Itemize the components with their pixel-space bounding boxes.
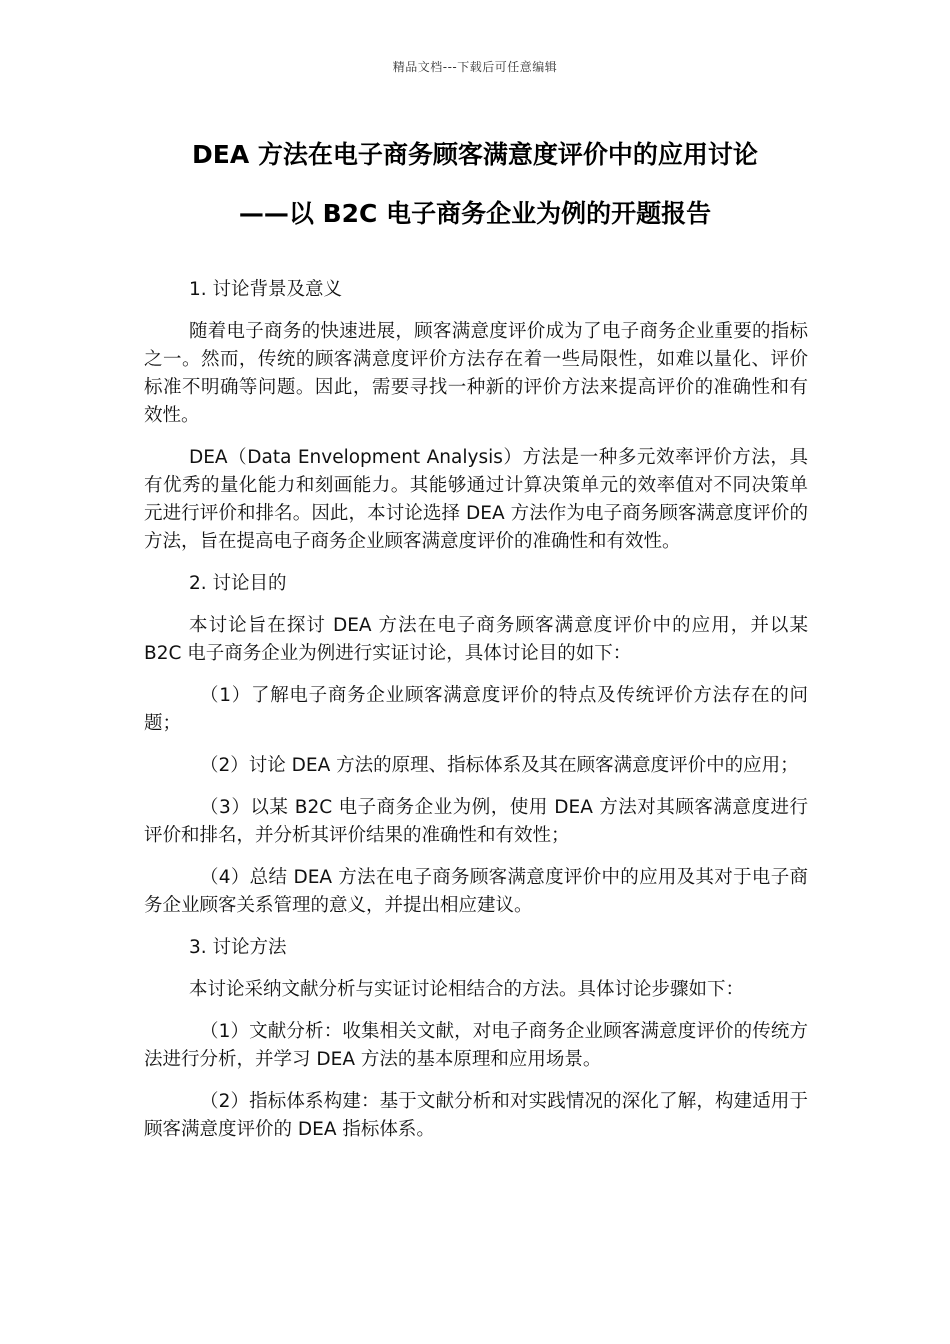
- section-2-item-1: （1）了解电子商务企业顾客满意度评价的特点及传统评价方法存在的问题；: [144, 685, 808, 734]
- section-3-heading: 3. 讨论方法: [189, 937, 287, 958]
- section-1-paragraph-2: DEA（Data Envelopment Analysis）方法是一种多元效率评价方法，具有优秀的量化能力和刻画能力。其能够通过计算决策单元的效率值对不同决策单元进行评价和排名。因此，本讨论选择 DEA 方法作为电子商务顾客满意度评价的方法，旨在提高电子商务企业顾客满意度评价的准确性和有效性。: [144, 447, 808, 552]
- section-3-item-1: （1）文献分析：收集相关文献，对电子商务企业顾客满意度评价的传统方法进行分析，并学习 DEA 方法的基本原理和应用场景。: [144, 1021, 808, 1070]
- section-2-item-2: （2）讨论 DEA 方法的原理、指标体系及其在顾客满意度评价中的应用；: [200, 755, 799, 776]
- section-2-intro: 本讨论旨在探讨 DEA 方法在电子商务顾客满意度评价中的应用，并以某 B2C 电子商务企业为例进行实证讨论，具体讨论目的如下：: [144, 615, 808, 664]
- document-body: [144, 276, 808, 1158]
- section-1-heading: 1. 讨论背景及意义: [189, 279, 343, 300]
- document-title-line-1: DEA 方法在电子商务顾客满意度评价中的应用讨论: [192, 140, 758, 169]
- section-1-paragraph-1: 随着电子商务的快速进展，顾客满意度评价成为了电子商务企业重要的指标之一。然而，传统的顾客满意度评价方法存在着一些局限性，如难以量化、评价标准不明确等问题。因此，需要寻找一种新的评价方法来提高评价的准确性和有效性。: [144, 321, 808, 426]
- document-title-line-2: ——以 B2C 电子商务企业为例的开题报告: [238, 199, 712, 228]
- section-3-item-2: （2）指标体系构建：基于文献分析和对实践情况的深化了解，构建适用于顾客满意度评价的 DEA 指标体系。: [144, 1091, 808, 1140]
- section-2-heading: 2. 讨论目的: [189, 573, 287, 594]
- section-2-item-4: （4）总结 DEA 方法在电子商务顾客满意度评价中的应用及其对于电子商务企业顾客关系管理的意义，并提出相应建议。: [144, 867, 808, 916]
- section-2-item-3: （3）以某 B2C 电子商务企业为例，使用 DEA 方法对其顾客满意度进行评价和排名，并分析其评价结果的准确性和有效性；: [144, 797, 808, 846]
- section-3-intro: 本讨论采纳文献分析与实证讨论相结合的方法。具体讨论步骤如下：: [189, 979, 745, 1000]
- page-header: 精品文档---下载后可任意编辑: [392, 60, 558, 74]
